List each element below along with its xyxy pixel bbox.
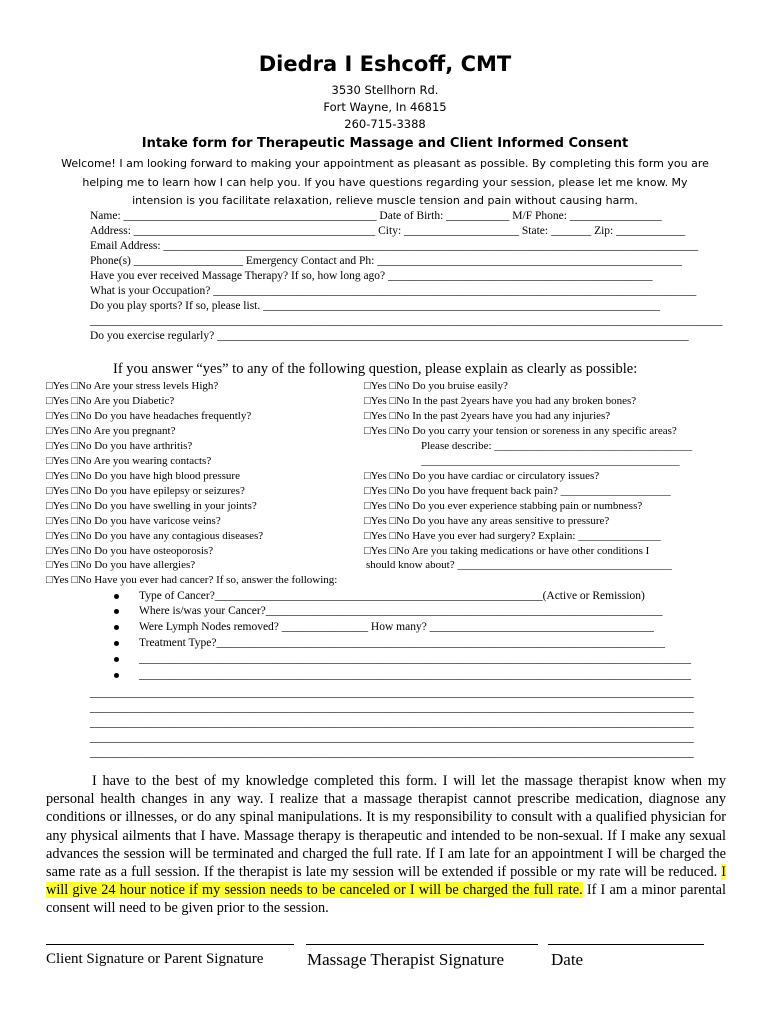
question-cancer[interactable]: □Yes □No Have you ever had cancer? If so, answer the following: (46, 574, 338, 586)
cancer-type-label: Type of Cancer?_________________________________________________________(Active or Remission) (139, 590, 645, 602)
question-osteoporosis[interactable]: □Yes □No Do you have osteoporosis? (46, 545, 214, 557)
question-epilepsy[interactable]: □Yes □No Do you have epilepsy or seizures? (46, 485, 245, 497)
client-signature-line[interactable] (46, 944, 294, 945)
question-contacts[interactable]: □Yes □No Are you wearing contacts? (46, 455, 212, 467)
cancer-location-item[interactable] (114, 604, 663, 618)
cancer-type-item[interactable] (114, 589, 645, 603)
cancellation-policy-highlight: I will give 24 hour notice if my session needs to be canceled or I will be charged the full rate. (46, 864, 726, 899)
consent-text: I have to the best of my knowledge completed this form. I will let the massage therapist know when my personal health changes in any way. I realize that a massage therapist cannot prescribe medication, diagnose any conditions or illnesses, or do any spinal manipulations. It is my responsibility to consult with a qualified physician for any physical ailments that I have. Massage therapy is therapeutic and intended to be non-sexual. If I make any sexual advances the session will be terminated and charged the full rate. If I am late for an appointment I will be charged the same rate as a full session. If the therapist is late my session will be extended if possible or my rate will be reduced. (46, 773, 726, 881)
address-line-1: 3530 Stellhorn Rd. (331, 83, 439, 97)
lymph-nodes-item[interactable] (114, 620, 654, 634)
question-pregnant[interactable]: □Yes □No Are you pregnant? (46, 425, 176, 437)
bullet-icon (114, 673, 119, 678)
field-occupation[interactable]: What is your Occupation? ____________________________________________________________________________________ (90, 285, 697, 297)
notes-line[interactable]: _________________________________________________________________________________________________________ (90, 687, 694, 699)
date-line[interactable] (548, 944, 704, 945)
bullet-icon (114, 625, 119, 630)
question-cardiac[interactable]: □Yes □No Do you have cardiac or circulatory issues? (364, 470, 600, 482)
question-tension-areas[interactable]: □Yes □No Do you carry your tension or soreness in any specific areas? (364, 425, 677, 437)
treatment-type-item[interactable] (114, 636, 665, 650)
question-blood-pressure[interactable]: □Yes □No Do you have high blood pressure (46, 470, 240, 482)
field-phone[interactable]: Phone(s) ___________________ Emergency Contact and Ph: _____________________________________________________ (90, 255, 683, 267)
field-medications-details[interactable]: should know about? _______________________________________ (366, 559, 672, 571)
question-broken-bones[interactable]: □Yes □No In the past 2years have you had any broken bones? (364, 395, 637, 407)
form-title: Intake form for Therapeutic Massage and Client Informed Consent (141, 136, 629, 151)
question-allergies[interactable]: □Yes □No Do you have allergies? (46, 559, 196, 571)
question-surgery[interactable]: □Yes □No Have you ever had surgery? Explain: _______________ (364, 530, 661, 542)
cancer-blank-item[interactable] (114, 668, 691, 682)
question-sensitive-areas[interactable]: □Yes □No Do you have any areas sensitive to pressure? (364, 515, 610, 527)
question-medications[interactable]: □Yes □No Are you taking medications or have other conditions I (364, 545, 650, 557)
treatment-type-label: Treatment Type?______________________________________________________________________________ (139, 637, 665, 649)
question-swelling[interactable]: □Yes □No Do you have swelling in your joints? (46, 500, 257, 512)
date-label: Date (551, 950, 584, 969)
welcome-line-3: intension is you facilitate relaxation, relieve muscle tension and pain without causing harm. (132, 194, 638, 207)
practitioner-name: Diedra I Eshcoff, CMT (258, 52, 512, 76)
bullet-icon (114, 594, 119, 599)
field-describe-areas-continued[interactable]: _______________________________________________ (421, 455, 680, 467)
cancer-location-label: Where is/was your Cancer?_____________________________________________________________________ (139, 605, 663, 617)
notes-line[interactable]: _________________________________________________________________________________________________________ (90, 702, 694, 714)
field-sports-continued[interactable]: ______________________________________________________________________________________________________________ (90, 315, 723, 327)
field-exercise[interactable]: Do you exercise regularly? __________________________________________________________________________________ (90, 330, 689, 342)
field-describe-areas[interactable]: Please describe: ____________________________________ (421, 440, 693, 452)
question-stress[interactable]: □Yes □No Are your stress levels High? (46, 380, 219, 392)
phone-number: 260-715-3388 (344, 117, 426, 131)
address-line-2: Fort Wayne, In 46815 (323, 100, 447, 114)
field-name[interactable]: Name: ____________________________________________ Date of Birth: ___________ M/F Phone: ________________ (90, 210, 662, 222)
field-email[interactable]: Email Address: _____________________________________________________________________________________________ (90, 240, 699, 252)
lymph-nodes-label: Were Lymph Nodes removed? _______________ How many? _______________________________________ (139, 621, 654, 633)
question-diabetic[interactable]: □Yes □No Are you Diabetic? (46, 395, 175, 407)
field-previous-massage[interactable]: Have you ever received Massage Therapy? If so, how long ago? ______________________________________________ (90, 270, 653, 282)
client-signature-label: Client Signature or Parent Signature (46, 951, 264, 967)
question-numbness[interactable]: □Yes □No Do you ever experience stabbing pain or numbness? (364, 500, 643, 512)
field-address[interactable]: Address: __________________________________________ City: ____________________ State: _______ Zip: ____________ (90, 225, 686, 237)
question-arthritis[interactable]: □Yes □No Do you have arthritis? (46, 440, 193, 452)
notes-line[interactable]: _________________________________________________________________________________________________________ (90, 747, 694, 759)
question-back-pain[interactable]: □Yes □No Do you have frequent back pain? ____________________ (364, 485, 671, 497)
bullet-icon (114, 609, 119, 614)
question-contagious[interactable]: □Yes □No Do you have any contagious diseases? (46, 530, 264, 542)
welcome-line-1: Welcome! I am looking forward to making your appointment as pleasant as possible. By completing this form you are (61, 157, 709, 170)
bullet-icon (114, 641, 119, 646)
question-injuries[interactable]: □Yes □No In the past 2years have you had any injuries? (364, 410, 611, 422)
bullet-icon (114, 657, 119, 662)
notes-line[interactable]: _________________________________________________________________________________________________________ (90, 732, 694, 744)
field-sports[interactable]: Do you play sports? If so, please list. _____________________________________________________________________ (90, 300, 660, 312)
question-bruise[interactable]: □Yes □No Do you bruise easily? (364, 380, 508, 392)
instructions: If you answer “yes” to any of the following question, please explain as clearly as possible: (113, 361, 638, 377)
minor-consent-text: If I am a minor parental consent will need to be given prior to the session. (46, 882, 726, 917)
welcome-line-2: helping me to learn how I can help you. If you have questions regarding your session, please let me know. My (82, 176, 688, 189)
consent-paragraph (46, 772, 726, 918)
cancer-blank-item[interactable] (114, 652, 691, 666)
notes-line[interactable]: _________________________________________________________________________________________________________ (90, 717, 694, 729)
question-varicose[interactable]: □Yes □No Do you have varicose veins? (46, 515, 221, 527)
question-headaches[interactable]: □Yes □No Do you have headaches frequently? (46, 410, 252, 422)
therapist-signature-line[interactable] (306, 944, 538, 945)
cancer-blank-line: ________________________________________________________________________________________________ (139, 669, 691, 681)
therapist-signature-label: Massage Therapist Signature (307, 950, 505, 969)
cancer-blank-line: ________________________________________________________________________________________________ (139, 653, 691, 665)
